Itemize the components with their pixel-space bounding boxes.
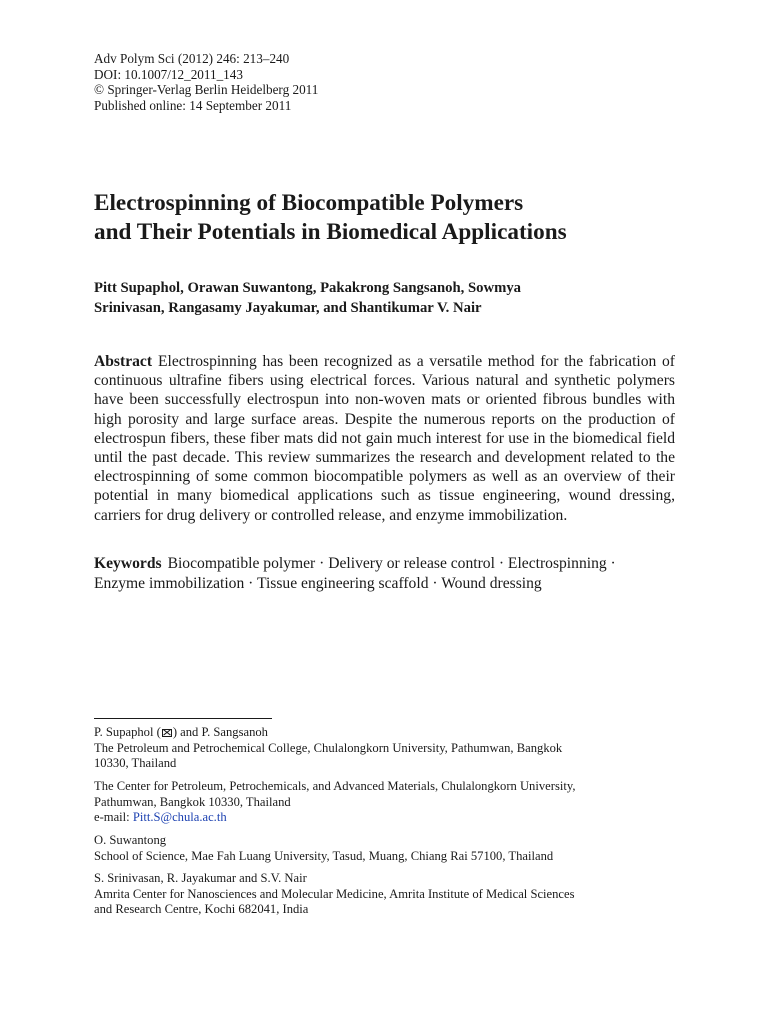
keywords	[94, 554, 684, 594]
paper-title	[94, 189, 714, 246]
email-link[interactable]: Pitt.S@chula.ac.th	[132, 810, 227, 825]
abstract-text: Electrospinning has been recognized as a versatile method for the fabrication of continuous ultrafine fibers using electrical forces. Various natural and synthetic polymers have been successfully electrospun into non-woven mats or oriented fibrous bundles with high porosity and large surface areas. Despite the numerous reports on the production of electrospun fibers, these fiber mats did not gain much interest for use in the biomedical field until the past decade. This review summarizes the research and development related to the electrospinning of some common biocompatible polymers as well as an overview of their potential in many biomedical applications such as tissue engineering, wound dressing, carriers for drug delivery or controlled release, and enzyme immobilization.	[94, 353, 675, 524]
author-list-line-1: Pitt Supaphol, Orawan Suwantong, Pakakrong Sangsanoh, Sowmya	[94, 280, 522, 296]
abstract-heading: Abstract	[94, 353, 153, 370]
author-list-line-2: Srinivasan, Rangasamy Jayakumar, and Shantikumar V. Nair	[94, 299, 482, 316]
affiliation-4-line-1: Amrita Center for Nanosciences and Molecular Medicine, Amrita Institute of Medical Sciences	[94, 886, 575, 901]
author-list	[94, 279, 684, 318]
affiliation-block-4	[94, 871, 684, 918]
coauthor-name: ) and P. Sangsanoh	[172, 725, 268, 739]
affiliation-2-line-1: The Center for Petroleum, Petrochemicals, and Advanced Materials, Chulalongkorn University,	[94, 779, 576, 793]
corresponding-authors	[94, 725, 684, 741]
published-date: Published online: 14 September 2011	[94, 97, 292, 113]
keywords-text-1: Biocompatible polymer · Delivery or release control · Electrospinning ·	[167, 555, 616, 572]
affiliation-block-3	[94, 833, 684, 864]
abstract	[94, 352, 675, 525]
publication-info	[94, 51, 694, 113]
author-suwantong: O. Suwantong	[94, 833, 167, 847]
keywords-line-1	[94, 554, 684, 574]
affiliation-1-line-1: The Petroleum and Petrochemical College, Chulalongkorn University, Pathumwan, Bangkok	[94, 740, 563, 755]
footnote-divider	[94, 718, 272, 719]
keywords-text-2: Enzyme immobilization · Tissue engineering scaffold · Wound dressing	[94, 575, 542, 592]
email-label: e-mail:	[94, 810, 133, 825]
email-line	[94, 810, 684, 826]
affiliation-block-2	[94, 779, 684, 826]
affiliation-3: School of Science, Mae Fah Luang University, Tasud, Muang, Chiang Rai 57100, Thailand	[94, 848, 554, 863]
affiliation-block-1	[94, 725, 684, 772]
journal-citation: Adv Polym Sci (2012) 246: 213–240	[94, 51, 290, 66]
corresponding-author-name: P. Supaphol (	[94, 725, 161, 739]
doi: DOI: 10.1007/12_2011_143	[94, 66, 243, 82]
affiliation-4-line-2: and Research Centre, Kochi 682041, India	[94, 902, 309, 917]
copyright: © Springer-Verlag Berlin Heidelberg 2011	[94, 82, 319, 98]
authors-amrita: S. Srinivasan, R. Jayakumar and S.V. Nair	[94, 871, 307, 885]
affiliation-2-line-2: Pathumwan, Bangkok 10330, Thailand	[94, 794, 291, 809]
paper-title-line-2: and Their Potentials in Biomedical Applications	[94, 218, 567, 245]
keywords-heading: Keywords	[94, 555, 162, 572]
paper-title-line-1: Electrospinning of Biocompatible Polymers	[94, 190, 524, 216]
envelope-icon	[162, 729, 172, 737]
affiliation-1-line-2: 10330, Thailand	[94, 756, 177, 771]
